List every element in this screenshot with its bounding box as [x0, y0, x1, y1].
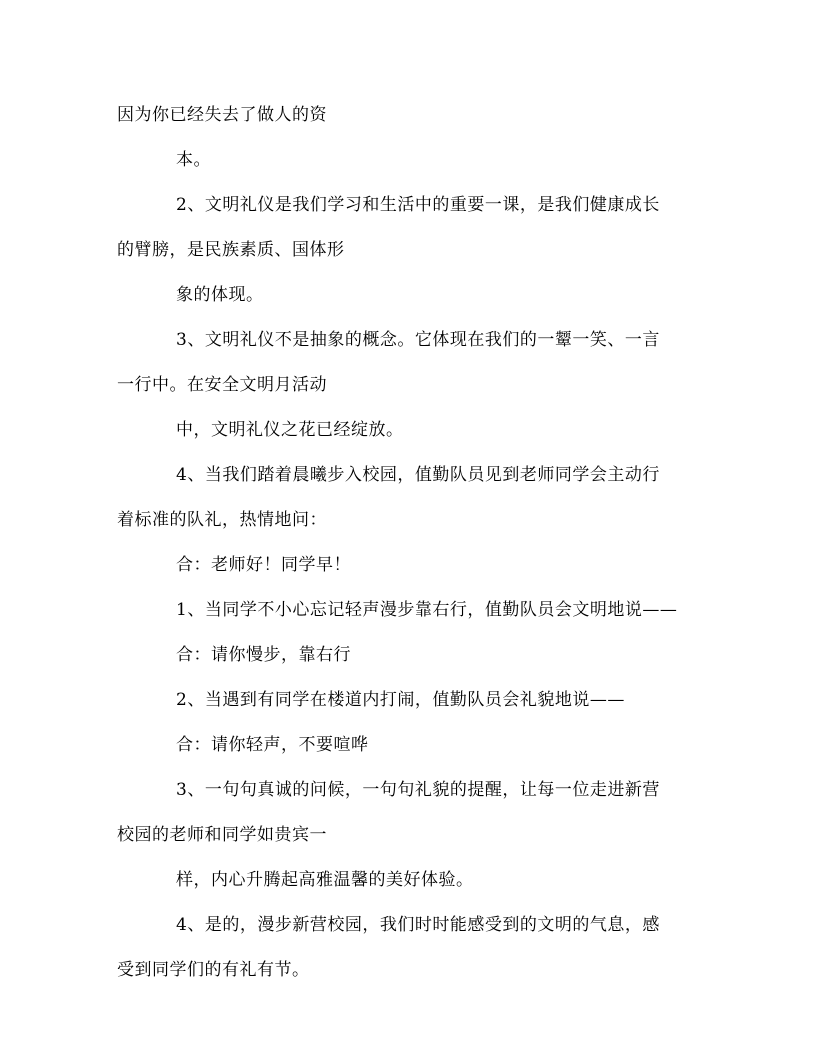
text-line: 一行中。在安全文明月活动 — [117, 375, 327, 395]
text-line: 的臂膀，是民族素质、国体形 — [117, 240, 345, 260]
text-line: 本。 — [176, 150, 211, 170]
text-line: 4、当我们踏着晨曦步入校园，值勤队员见到老师同学会主动行 — [176, 465, 660, 485]
text-line: 3、一句句真诚的问候，一句句礼貌的提醒，让每一位走进新营 — [176, 780, 660, 800]
text-line: 因为你已经失去了做人的资 — [117, 105, 327, 125]
text-line: 合：请你慢步，靠右行 — [176, 645, 351, 665]
text-line: 校园的老师和同学如贵宾一 — [117, 825, 327, 845]
text-line: 1、当同学不小心忘记轻声漫步靠右行，值勤队员会文明地说—— — [176, 600, 678, 620]
text-line: 3、文明礼仪不是抽象的概念。它体现在我们的一颦一笑、一言 — [176, 330, 660, 350]
text-line: 合：老师好！同学早！ — [176, 555, 351, 575]
text-line: 2、文明礼仪是我们学习和生活中的重要一课，是我们健康成长 — [176, 195, 660, 215]
text-line: 4、是的，漫步新营校园，我们时时能感受到的文明的气息，感 — [176, 915, 660, 935]
text-line: 着标准的队礼，热情地问： — [117, 510, 327, 530]
text-line: 2、当遇到有同学在楼道内打闹，值勤队员会礼貌地说—— — [176, 690, 625, 710]
text-line: 中，文明礼仪之花已经绽放。 — [176, 420, 404, 440]
text-line: 样，内心升腾起高雅温馨的美好体验。 — [176, 870, 474, 890]
text-line: 受到同学们的有礼有节。 — [117, 960, 310, 980]
text-line: 象的体现。 — [176, 285, 264, 305]
text-line: 合：请你轻声，不要喧哗 — [176, 735, 369, 755]
